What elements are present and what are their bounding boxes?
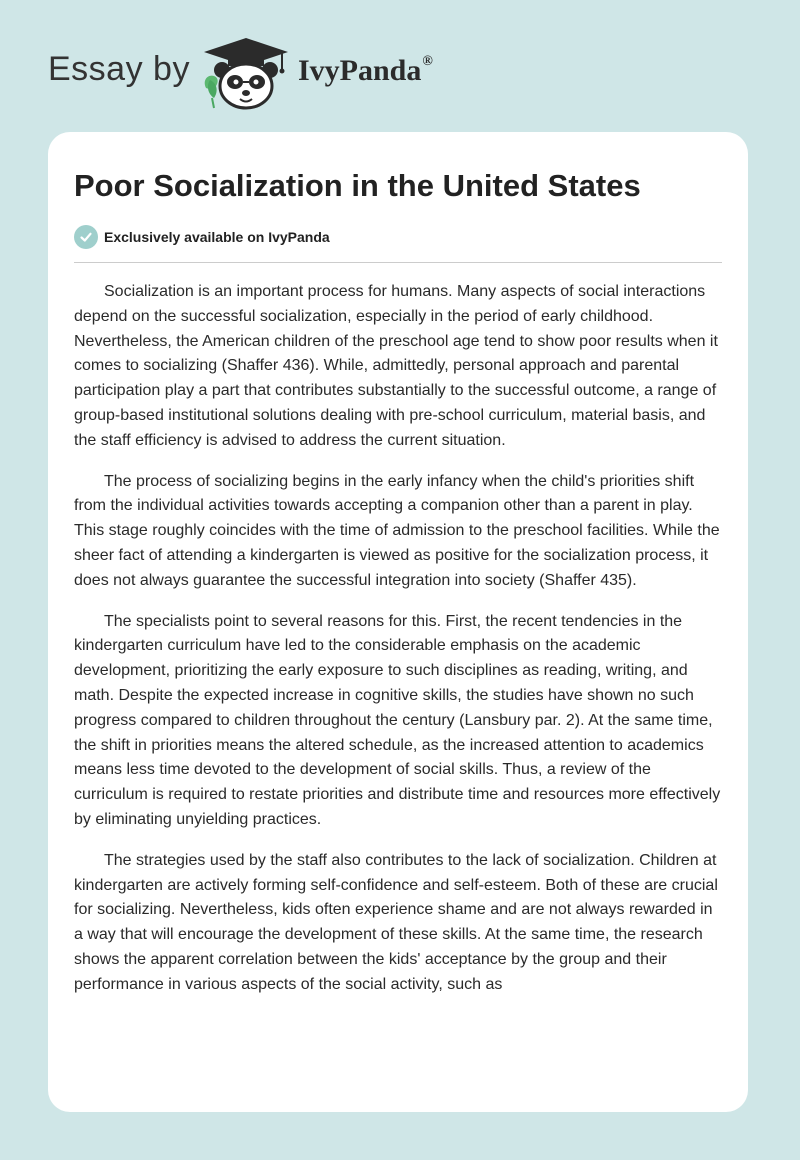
essay-paragraph-3: The specialists point to several reasons for this. First, the recent tendencies in the kindergarten curriculum have led to the considerable emphasis on the academic development, prioritizing the early exposure to such disciplines as reading, writing, and math. Despite the expected increase in cognitive skills, the studies have shown no such progress compared to children throughout the century (Lansbury par. 2). At the same time, the shift in priorities means the altered schedule, as the increased attention to academics means less time devoted to the development of social skills. Thus, a review of the curriculum is required to restate priorities and distribute time and resources more effectively by eliminating unyielding practices. <box>74 612 721 828</box>
site-header <box>0 0 800 130</box>
brand-name-text: IvyPanda <box>298 54 422 87</box>
exclusive-badge-label: Exclusively available on IvyPanda <box>104 229 330 245</box>
panda-logo-icon[interactable] <box>200 36 292 112</box>
essay-card <box>48 132 748 1112</box>
registered-mark: ® <box>422 54 433 69</box>
exclusive-badge <box>74 224 722 250</box>
essay-paragraph-1: Socialization is an important process for humans. Many aspects of social interactions depend on the successful socialization, especially in the period of early childhood. Nevertheless, the American children of the preschool age tend to show poor results when it comes to socializing (Shaffer 436). While, admittedly, personal approach and parental participation play a part that contributes substantially to the successful outcome, a range of group-based institutional solutions dealing with pre-school curriculum, material basis, and the staff efficiency is advised to address the current situation. <box>74 283 718 449</box>
check-icon <box>74 225 98 249</box>
essay-paragraph-2: The process of socializing begins in the early infancy when the child's priorities shift from the individual activities towards accepting a companion other than a parent in play. This stage roughly coincides with the time of admission to the preschool facilities. While the sheer fact of attending a kindergarten is viewed as positive for the socialization process, it does not always guarantee the successful integration into society (Shaffer 435). <box>74 472 720 589</box>
brand-name[interactable] <box>298 54 433 88</box>
essay-paragraph-4: The strategies used by the staff also contributes to the lack of socialization. Children at kindergarten are actively forming self-confidence and self-esteem. Both of these are crucial for socializing. Nevertheless, kids often experience shame and are not always rewarded in a way that will encourage the development of these skills. At the same time, the research shows the apparent correlation between the kids' acceptance by the group and their performance in various aspects of the social activity, such as <box>74 851 718 993</box>
page-title: Poor Socialization in the United States <box>74 168 641 203</box>
essay-by-label: Essay by <box>48 50 190 88</box>
title-divider <box>74 262 722 263</box>
